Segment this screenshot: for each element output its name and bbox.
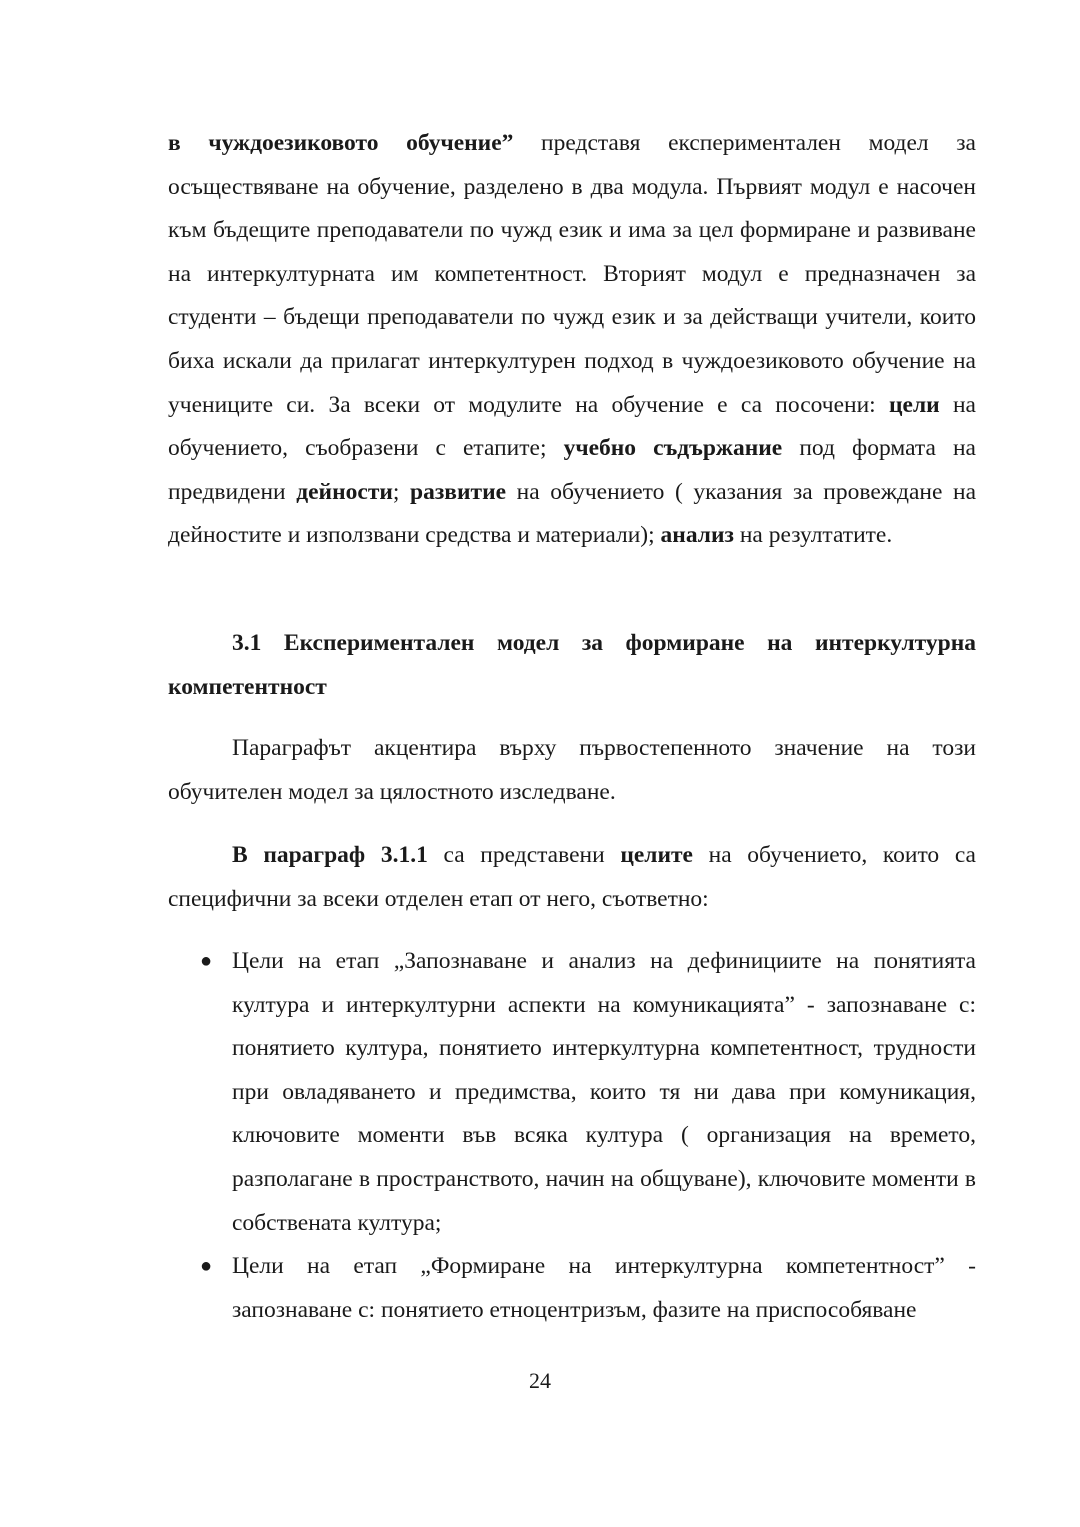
bullet-icon: ● bbox=[200, 1255, 213, 1278]
list-item: ● Цели на етап „Формиране на интеркултурна компетентност” - запознаване с: понятието етноцентризъм, фазите на приспособяване bbox=[168, 1245, 976, 1332]
bold-goals: цели bbox=[889, 391, 940, 418]
bold-phrase: в чуждоезиковото обучение” bbox=[168, 130, 514, 156]
bold-analysis: анализ bbox=[660, 522, 734, 549]
paragraph-goals-intro: В параграф 3.1.1 са представени целите на обучението, които са специфични за всеки отделен етап от него, съответно: bbox=[168, 842, 976, 912]
bullet-icon: ● bbox=[200, 950, 213, 972]
bold-paragraph-ref: В параграф 3.1.1 bbox=[232, 842, 428, 868]
bold-development: развитие bbox=[410, 478, 507, 505]
bold-goals-word: целите bbox=[620, 842, 693, 868]
bold-activities: дейности bbox=[296, 478, 393, 505]
paragraph-model-description: в чуждоезиковото обучение” представя експериментален модел за осъществяване на обучение, разделено в два модула. Първият модул е насочен към бъдещите преподаватели по чужд език и има за цел формиране и развиване на интеркултурната им компетентност. Вторият модул е предназначен за студенти – бъдещи преподаватели по чужд език и за действащи учители, които биха искали да прилагат интеркултурен подход в чуждоезиковото обучение на учениците си. За всеки от модулите на обучение е са посочени: цели на обучението, съобразени с етапите; учебно съдържание под формата на предвидени дейности; развитие на обучението ( указания за провеждане на дейностите и използвани средства и материали); анализ на резултатите. bbox=[168, 130, 976, 549]
bold-content: учебно съдържание bbox=[563, 435, 783, 462]
page-number: 24 bbox=[529, 1368, 551, 1393]
paragraph-emphasis: Параграфът акцентира върху първостепенното значение на този обучителен модел за цялостното изследване. bbox=[168, 735, 976, 805]
goals-list bbox=[168, 940, 976, 1332]
list-item: ● Цели на етап „Запознаване и анализ на дефинициите на понятията култура и интеркултурни аспекти на комуникацията” - запознаване с: понятието култура, понятието интеркултурна компетентност, трудности при овладяването и предимства, които тя ни дава при комуникация, ключовите моменти във всяка култура ( организация на времето, разполагане в пространството, начин на общуване), ключовите моменти в собствената култура; bbox=[168, 940, 976, 1245]
section-heading: 3.1 Експериментален модел за формиране на интеркултурна компетентност bbox=[168, 630, 976, 700]
